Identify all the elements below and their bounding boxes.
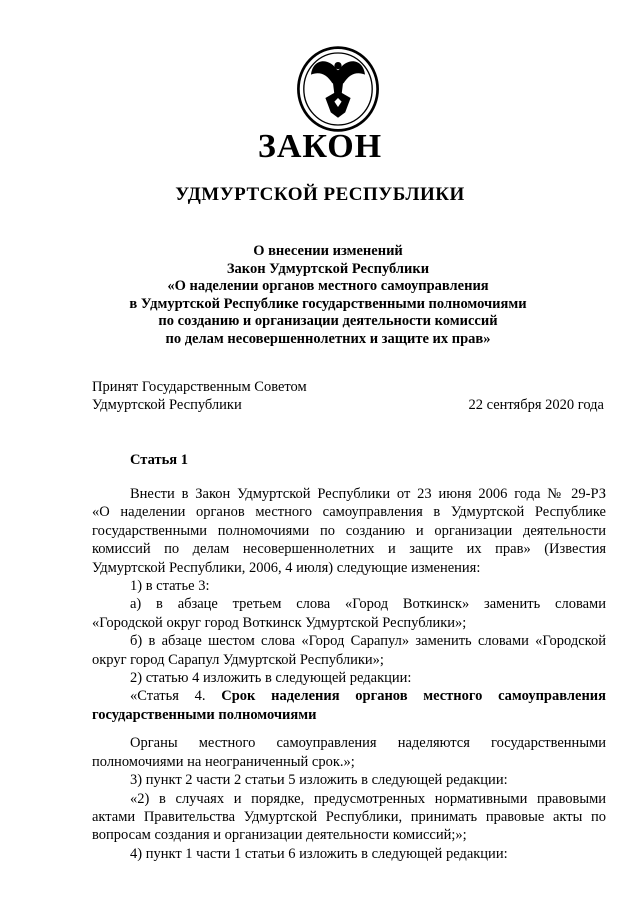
document-subtitle: УДМУРТСКОЙ РЕСПУБЛИКИ	[175, 184, 465, 205]
paragraph-line: а) в абзаце третьем слова «Город Воткинск» заменить словами	[130, 596, 606, 613]
subject-line: по созданию и организации деятельности комиссий	[158, 313, 498, 330]
article-heading: Статья 1	[130, 452, 188, 468]
paragraph-line: «Городской округ город Воткинск Удмуртской Республики»;	[92, 614, 467, 631]
adoption-date: 22 сентября 2020 года	[468, 397, 604, 413]
paragraph-line: «О наделении органов местного самоуправления в Удмуртской Республике	[92, 504, 606, 521]
paragraph-line: округ город Сарапул Удмуртской Республики»;	[92, 651, 384, 668]
paragraph-line: вопросам создания и организации деятельности комиссий;»;	[92, 827, 467, 844]
coat-of-arms-emblem	[293, 44, 383, 134]
list-item: 3) пункт 2 части 2 статьи 5 изложить в следующей редакции:	[130, 772, 508, 789]
adoption-line: Удмуртской Республики	[92, 397, 242, 413]
subject-line: Закон Удмуртской Республики	[226, 260, 430, 277]
adoption-block	[92, 378, 307, 414]
law-subject	[80, 243, 576, 349]
list-item: 4) пункт 1 части 1 статьи 6 изложить в следующей редакции:	[130, 845, 508, 862]
paragraph-line: комиссий по делам несовершеннолетних и защите их прав» (Известия	[92, 541, 606, 558]
article-body	[92, 485, 606, 863]
article4-title: Срок наделения органов местного самоуправления	[221, 688, 606, 705]
paragraph-line: актами Правительства Удмуртской Республики, принимать правовые акты по	[92, 808, 606, 825]
article4-heading-line	[92, 687, 606, 705]
paragraph-line: Внести в Закон Удмуртской Республики от 23 июня 2006 года № 29-РЗ	[130, 486, 606, 502]
paragraph-line: государственными полномочиями по созданию и организации деятельности	[92, 522, 606, 539]
article4-title-line: государственными полномочиями	[92, 706, 317, 723]
paragraph-line: полномочиями на неограниченный срок.»;	[92, 753, 355, 770]
adoption-line: Принят Государственным Советом	[92, 379, 307, 395]
article4-prefix: «Статья 4.	[130, 688, 206, 705]
paragraph-line: Удмуртской Республики, 2006, 4 июля) следующие изменения:	[92, 559, 481, 576]
subject-line: О внесении изменений	[253, 243, 403, 259]
paragraph-line: «2) в случаях и порядке, предусмотренных нормативными правовыми	[130, 790, 606, 807]
paragraph-line: Органы местного самоуправления наделяются государственными	[130, 735, 606, 752]
paragraph-line: б) в абзаце шестом слова «Город Сарапул» заменить словами «Городской	[130, 633, 606, 650]
list-item: 2) статью 4 изложить в следующей редакции:	[130, 670, 412, 687]
document-title: ЗАКОН	[257, 128, 383, 165]
subject-line: «О наделении органов местного самоуправления	[167, 278, 489, 295]
list-item: 1) в статье 3:	[130, 578, 210, 595]
subject-line: в Удмуртской Республике государственными полномочиями	[129, 295, 527, 312]
subject-line: по делам несовершеннолетних и защите их прав»	[165, 330, 491, 347]
